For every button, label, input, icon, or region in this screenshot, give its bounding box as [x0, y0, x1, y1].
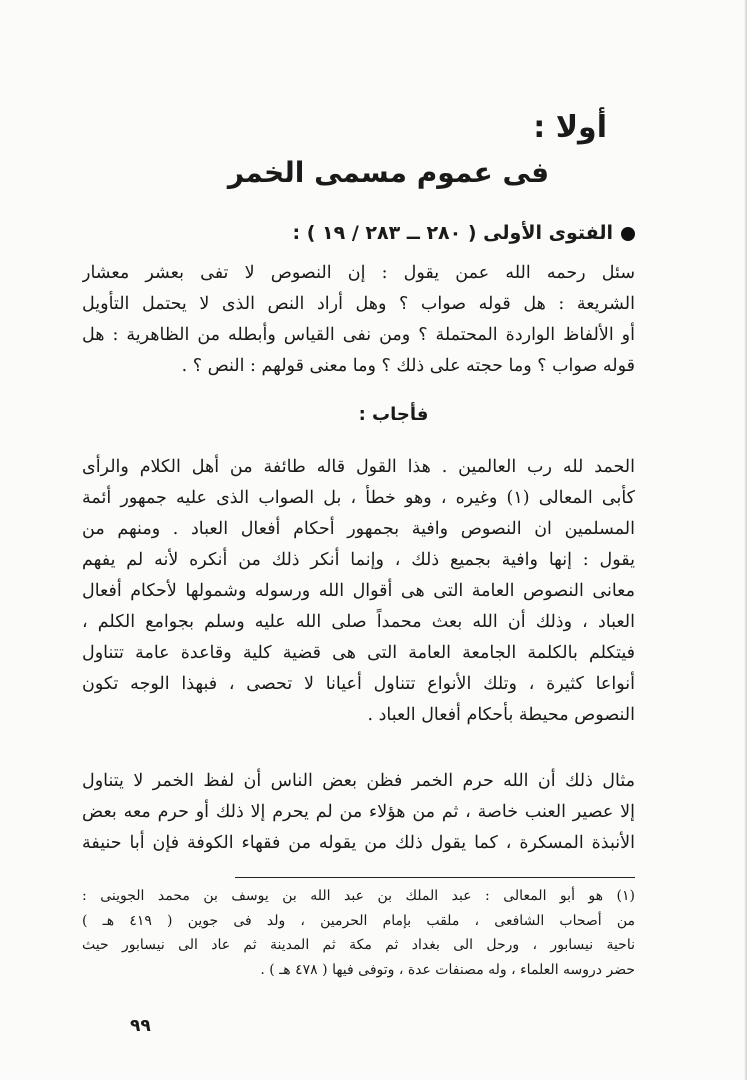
answer-heading: فأجاب :	[358, 404, 429, 425]
answer-line: الحمد لله رب العالمين . هذا القول قاله طائفة من أهل الكلام والرأى	[82, 457, 635, 477]
example-line: الأنبذة المسكرة ، كما يقول ذلك من يقوله من فقهاء الكوفة فإن أبا حنيفة	[82, 833, 635, 853]
footnote	[82, 884, 635, 982]
answer-paragraph	[82, 452, 635, 731]
answer-line: النصوص محيطة بأحكام أفعال العباد .	[367, 705, 635, 725]
answer-line: يقول : إنها وافية بجميع ذلك ، وإنما أنكر ذلك من أنكره لأنه لم يفهم	[82, 550, 635, 570]
section-number: أولا :	[533, 110, 607, 145]
example-paragraph	[82, 766, 635, 859]
fatwa-heading-text: الفتوى الأولى ( ٢٨٠ ــ ٢٨٣ / ١٩ ) :	[292, 222, 613, 244]
section-title: فى عموم مسمى الخمر	[227, 156, 550, 189]
footnote-line: من أصحاب الشافعى ، ملقب بإمام الحرمين ، ولد فى جوين ( ٤١٩ هـ )	[82, 912, 635, 929]
question-paragraph	[82, 258, 635, 382]
answer-line: العباد ، وذلك أن الله بعث محمداً صلى الله عليه وسلم بجوامع الكلم ،	[82, 612, 635, 632]
question-line: سئل رحمه الله عمن يقول : إن النصوص لا تفى بعشر معشار	[82, 263, 635, 283]
question-line: الشريعة : هل قوله صواب ؟ وهل أراد النص الذى لا يحتمل التأويل	[82, 294, 635, 314]
question-line: أو الألفاظ الواردة المحتملة ؟ ومن نفى القياس وأبطله من الظاهرية : هل	[82, 325, 635, 345]
footnote-line: ناحية نيسابور ، ورحل الى بغداد ثم مكة ثم المدينة ثم عاد الى نيسابور حيث	[82, 937, 635, 953]
answer-line: المسلمين ان النصوص وافية بجمهور أحكام أفعال العباد . ومنهم من	[82, 519, 635, 539]
answer-line: معانى النصوص العامة التى هى أقوال الله ورسوله وشمولها لأحكام أفعال	[82, 581, 635, 601]
page-number: ٩٩	[130, 1016, 151, 1036]
answer-line: فيتكلم بالكلمة الجامعة العامة التى هى قضية كلية وقاعدة عامة تتناول	[82, 643, 635, 663]
footnote-line: حضر دروسه العلماء ، وله مصنفات عدة ، وتوفى فيها ( ٤٧٨ هـ ) .	[260, 961, 635, 978]
answer-line: أنواعا كثيرة ، وتلك الأنواع تتناول أعيانا لا تحصى ، فبهذا الوجه تكون	[82, 674, 635, 694]
question-line: قوله صواب ؟ وما حجته على ذلك ؟ وما معنى قولهم : النص ؟ .	[181, 356, 635, 376]
example-line: مثال ذلك أن الله حرم الخمر فظن بعض الناس أن لفظ الخمر لا يتناول	[82, 771, 635, 791]
answer-line: كأبى المعالى (١) وغيره ، وهو خطأ ، بل الصواب الذى عليه جمهور أئمة	[82, 488, 635, 508]
footnote-separator	[235, 877, 635, 878]
bullet-icon	[621, 227, 635, 241]
footnote-line: (١) هو أبو المعالى : عبد الملك بن عبد الله بن يوسف بن محمد الجوينى :	[82, 888, 635, 904]
example-line: إلا عصير العنب خاصة ، ثم من هؤلاء من لم يحرم إلا ذلك أو حرم معه بعض	[82, 802, 635, 822]
fatwa-heading	[80, 222, 635, 244]
